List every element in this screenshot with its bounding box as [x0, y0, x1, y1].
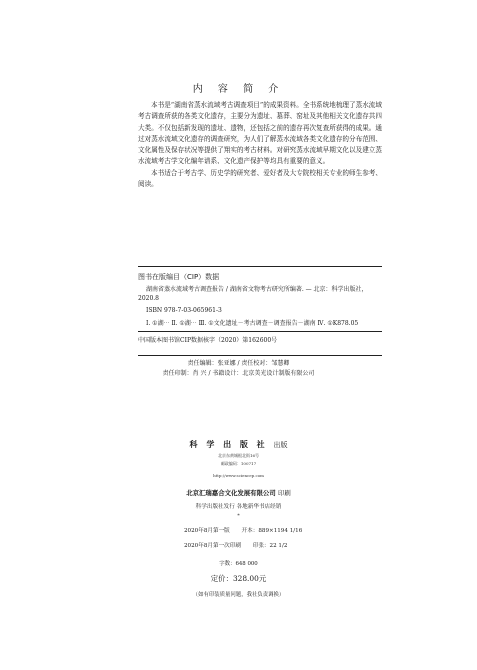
publisher-suffix: 出版 — [273, 441, 288, 449]
divider — [138, 355, 382, 356]
printing-line — [184, 542, 344, 550]
intro-paragraph: 本书适合于考古学、历史学的研究者、爱好者及大专院校相关专业的师生参考、阅读。 — [138, 168, 382, 189]
intro-title: 内 容 简 介 — [192, 84, 285, 95]
publisher — [0, 439, 477, 450]
word-count: 字数：648 000 — [219, 561, 258, 567]
intro-paragraph: 本书是“湖南省蒸水流域考古调查项目”的成果资料。全书系统地梳理了蒸水流域考古调查所获的各类文化遗存，主要分为遗址、墓葬、窑址及其他相关文化遗存共四大类。不仅包括新发现的遗址、遗物，还包括之前的遗存再次复查所获得的成果。通过对蒸水流域文化遗存的调查研究，为人们了解蒸水流域各类文化遗存的分布范围、文化属性及保存状况等提供了翔实的考古材料。对研究蒸水流域早期文化以及建立蒸水流域考古学文化编年谱系、文化遗产保护等均具有重要的意义。 — [138, 101, 382, 166]
sheets-info: 印张：22 1/2 — [252, 543, 288, 549]
divider — [138, 331, 382, 332]
publisher-postcode: 邮政编码：100717 — [220, 461, 257, 466]
staff-production: 责任印制：肖 兴 / 书籍设计：北京美光设计制版有限公司 — [162, 370, 315, 377]
cip-title: 图书在版编目（CIP）数据 — [138, 273, 220, 281]
cip-line: 湖南省蒸水流域考古调查报告 / 湖南省文物考古研究所编著. — 北京：科学出版社，2020.8 — [138, 286, 368, 303]
printing-info: 2020年8月第一次印刷 — [184, 543, 241, 549]
cip-record: 中国版本图书馆CIP数据核字（2020）第162600号 — [138, 337, 278, 344]
publisher-address: 北京东黄城根北街16号 — [217, 453, 260, 458]
quality-notice: （如有印装质量问题，我社负责调换） — [192, 592, 285, 598]
publisher-name: 科 学 出 版 社 — [189, 439, 268, 449]
price: 定价：328.00元 — [210, 574, 267, 583]
intro-body — [138, 100, 382, 190]
edition-line — [184, 527, 344, 535]
cip-block — [138, 285, 382, 328]
cip-isbn: ISBN 978-7-03-065961-3 — [146, 307, 222, 315]
format-info: 开本：889×1194 1/16 — [241, 528, 303, 534]
cip-line: Ⅰ. ①湖⋯ Ⅱ. ①湖⋯ Ⅲ. ①文化遗址－考古调查－调查报告－湖南 Ⅳ. ①K878.05 — [146, 319, 359, 327]
separator-star: * — [237, 513, 240, 519]
divider — [138, 266, 382, 267]
printer-suffix: 印刷 — [277, 489, 291, 497]
printer-name: 北京汇瑞嘉合文化发展有限公司 — [186, 489, 276, 497]
staff-editors: 责任编辑：张亚娜 / 责任校对：邹慧卿 — [187, 360, 290, 367]
edition-info: 2020年8月第一版 — [184, 528, 230, 534]
distribution: 科学出版社发行 各地新华书店经销 — [195, 504, 282, 510]
publisher-website: http://www.sciencep.com — [213, 473, 264, 478]
printer — [0, 488, 477, 497]
